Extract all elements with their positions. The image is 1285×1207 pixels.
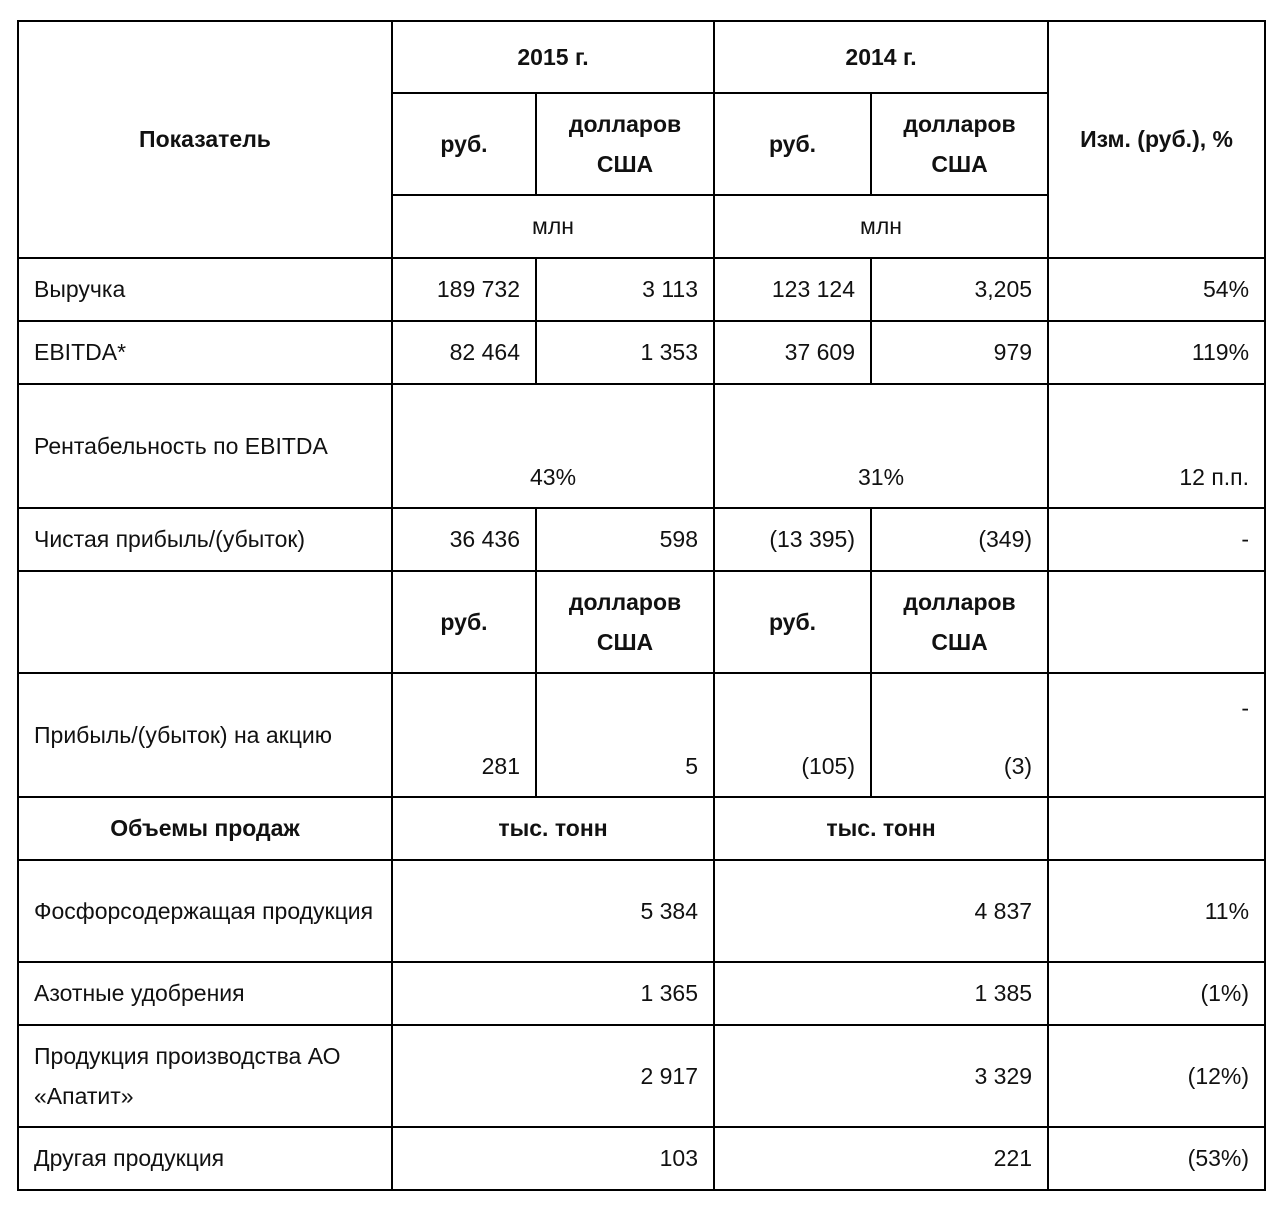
header-rub-2015: руб. — [392, 93, 536, 195]
subheader-usd-2014: долларов США — [871, 571, 1048, 673]
row-label: Прибыль/(убыток) на акцию — [18, 673, 392, 797]
header-usd-2015: долларов США — [536, 93, 714, 195]
row-label: EBITDA* — [18, 321, 392, 384]
cell-sales-2015: 2 917 — [392, 1025, 714, 1127]
header-year-2014: 2014 г. — [714, 21, 1048, 93]
table-row-eps — [18, 673, 1265, 797]
table-row-sales-item — [18, 1025, 1265, 1127]
table-row-sales-item — [18, 1127, 1265, 1190]
row-label: Продукция производства АО «Апатит» — [18, 1025, 392, 1127]
cell-sales-2014: 221 — [714, 1127, 1048, 1190]
financial-results-table — [17, 20, 1266, 1191]
header-mln-2015: млн — [392, 195, 714, 258]
cell-usd-2014: (3) — [871, 673, 1048, 797]
cell-change: 54% — [1048, 258, 1265, 321]
table-row-ebitda — [18, 321, 1265, 384]
cell-change: - — [1048, 673, 1265, 797]
sales-header-unit-2015: тыс. тонн — [392, 797, 714, 860]
cell-change: 11% — [1048, 860, 1265, 962]
subheader-rub-2014: руб. — [714, 571, 871, 673]
table-row-currency-subheader — [18, 571, 1265, 673]
header-indicator: Показатель — [18, 21, 392, 258]
header-change: Изм. (руб.), % — [1048, 21, 1265, 258]
row-label: Рентабельность по EBITDA — [18, 384, 392, 508]
table-row-sales-header — [18, 797, 1265, 860]
cell-change: (53%) — [1048, 1127, 1265, 1190]
empty-cell — [18, 571, 392, 673]
cell-usd-2014: 3,205 — [871, 258, 1048, 321]
cell-usd-2015: 5 — [536, 673, 714, 797]
sales-header-label: Объемы продаж — [18, 797, 392, 860]
cell-margin-2014: 31% — [714, 384, 1048, 508]
row-label: Азотные удобрения — [18, 962, 392, 1025]
cell-usd-2014: (349) — [871, 508, 1048, 571]
empty-cell — [1048, 571, 1265, 673]
table-row-net-profit — [18, 508, 1265, 571]
header-mln-2014: млн — [714, 195, 1048, 258]
header-year-2015: 2015 г. — [392, 21, 714, 93]
sales-header-unit-2014: тыс. тонн — [714, 797, 1048, 860]
cell-rub-2015: 36 436 — [392, 508, 536, 571]
cell-sales-2015: 5 384 — [392, 860, 714, 962]
cell-sales-2014: 4 837 — [714, 860, 1048, 962]
cell-change: 119% — [1048, 321, 1265, 384]
cell-sales-2015: 103 — [392, 1127, 714, 1190]
header-usd-2014: долларов США — [871, 93, 1048, 195]
row-label: Выручка — [18, 258, 392, 321]
table-row-revenue — [18, 258, 1265, 321]
table-row-sales-item — [18, 860, 1265, 962]
cell-rub-2015: 189 732 — [392, 258, 536, 321]
table-row-sales-item — [18, 962, 1265, 1025]
row-label: Чистая прибыль/(убыток) — [18, 508, 392, 571]
cell-rub-2014: (105) — [714, 673, 871, 797]
cell-rub-2015: 281 — [392, 673, 536, 797]
cell-rub-2015: 82 464 — [392, 321, 536, 384]
cell-usd-2015: 598 — [536, 508, 714, 571]
cell-rub-2014: 37 609 — [714, 321, 871, 384]
subheader-rub-2015: руб. — [392, 571, 536, 673]
cell-usd-2014: 979 — [871, 321, 1048, 384]
cell-usd-2015: 1 353 — [536, 321, 714, 384]
cell-rub-2014: (13 395) — [714, 508, 871, 571]
cell-margin-2015: 43% — [392, 384, 714, 508]
cell-change: (12%) — [1048, 1025, 1265, 1127]
table-row-ebitda-margin — [18, 384, 1265, 508]
row-label: Другая продукция — [18, 1127, 392, 1190]
subheader-usd-2015: долларов США — [536, 571, 714, 673]
cell-change: - — [1048, 508, 1265, 571]
cell-sales-2014: 3 329 — [714, 1025, 1048, 1127]
cell-sales-2014: 1 385 — [714, 962, 1048, 1025]
cell-usd-2015: 3 113 — [536, 258, 714, 321]
cell-change: (1%) — [1048, 962, 1265, 1025]
row-label: Фосфорсодержащая продукция — [18, 860, 392, 962]
header-row-years — [18, 21, 1265, 93]
cell-rub-2014: 123 124 — [714, 258, 871, 321]
header-rub-2014: руб. — [714, 93, 871, 195]
cell-sales-2015: 1 365 — [392, 962, 714, 1025]
empty-cell — [1048, 797, 1265, 860]
cell-change: 12 п.п. — [1048, 384, 1265, 508]
